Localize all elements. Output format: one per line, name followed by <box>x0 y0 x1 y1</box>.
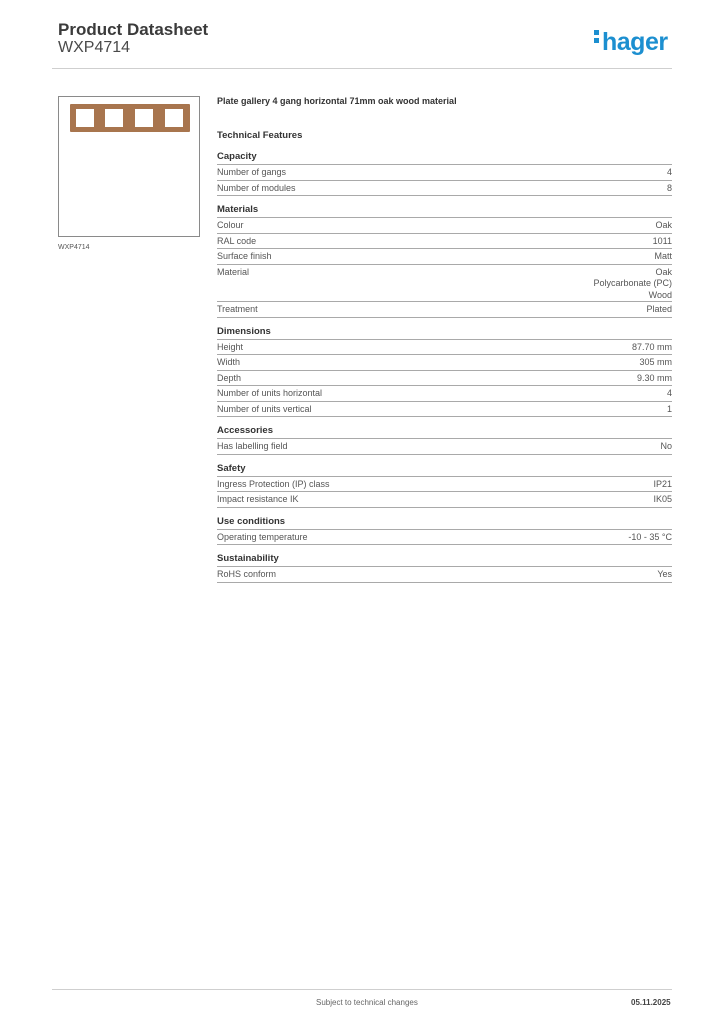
spec-sections <box>217 151 672 583</box>
spec-value: 9.30 mm <box>636 372 672 383</box>
spec-value-line: Polycarbonate (PC) <box>593 278 672 288</box>
spec-value-line: Wood <box>648 289 672 300</box>
spec-value: 1 <box>666 403 672 414</box>
spec-section <box>217 463 672 508</box>
spec-value-line: Oak <box>655 266 672 277</box>
spec-row <box>217 492 672 508</box>
spec-value: 4 <box>666 167 672 177</box>
section-title: Capacity <box>217 151 672 165</box>
spec-row <box>217 477 672 493</box>
spec-value: 8 <box>666 182 672 193</box>
product-description: Plate gallery 4 gang horizontal 71mm oak wood material <box>217 96 457 106</box>
spec-value: Plated <box>646 304 672 314</box>
footer-divider <box>52 989 672 990</box>
spec-row <box>217 302 672 318</box>
spec-section <box>217 151 672 196</box>
spec-row <box>217 371 672 387</box>
spec-label: Number of modules <box>217 182 296 193</box>
spec-label: Ingress Protection (IP) class <box>217 478 330 489</box>
spec-label: Height <box>217 341 244 352</box>
spec-value: -10 - 35 °C <box>628 531 672 542</box>
spec-row <box>217 439 672 455</box>
spec-label: Impact resistance IK <box>217 494 299 504</box>
page-title: Product Datasheet <box>58 20 209 39</box>
spec-label: Number of units horizontal <box>217 388 323 398</box>
spec-value <box>593 267 672 302</box>
spec-section <box>217 326 672 418</box>
spec-section <box>217 516 672 546</box>
spec-row <box>217 567 672 583</box>
spec-value: No <box>660 441 672 451</box>
section-title: Dimensions <box>217 326 672 340</box>
hager-logo <box>594 28 668 56</box>
spec-label: Width <box>217 357 241 367</box>
product-code: WXP4714 <box>58 39 131 56</box>
spec-row <box>217 402 672 418</box>
spec-value: Matt <box>654 251 672 261</box>
spec-section <box>217 553 672 583</box>
logo-text: hager <box>602 28 668 56</box>
spec-label: Depth <box>217 372 242 383</box>
spec-label: Treatment <box>217 304 258 314</box>
spec-value: Yes <box>657 569 672 579</box>
plate-illustration <box>70 104 190 132</box>
spec-label: Colour <box>217 220 244 230</box>
technical-features-heading: Technical Features <box>217 130 303 141</box>
spec-section <box>217 425 672 455</box>
spec-value: 305 mm <box>639 357 672 367</box>
spec-value: 87.70 mm <box>631 341 672 352</box>
spec-value: 1011 <box>652 235 672 246</box>
header-divider <box>52 68 672 69</box>
spec-content <box>217 96 672 583</box>
spec-row <box>217 530 672 546</box>
image-caption: WXP4714 <box>58 244 90 251</box>
spec-row <box>217 249 672 265</box>
section-title: Materials <box>217 204 672 218</box>
spec-row <box>217 165 672 181</box>
spec-label: Number of gangs <box>217 167 287 177</box>
section-title: Accessories <box>217 425 672 439</box>
section-title: Safety <box>217 463 672 477</box>
spec-row <box>217 355 672 371</box>
spec-row <box>217 234 672 250</box>
spec-label: Surface finish <box>217 251 272 261</box>
spec-label: Has labelling field <box>217 441 288 451</box>
spec-row <box>217 340 672 356</box>
spec-value: 4 <box>666 388 672 398</box>
logo-dots-icon <box>594 30 599 46</box>
spec-label: Material <box>217 266 250 277</box>
spec-label: Operating temperature <box>217 531 308 542</box>
footer-note: Subject to technical changes <box>316 998 418 1007</box>
section-title: Use conditions <box>217 516 672 530</box>
spec-label: Number of units vertical <box>217 403 312 414</box>
spec-row <box>217 265 672 303</box>
spec-value: IP21 <box>653 478 672 489</box>
spec-label: RoHS conform <box>217 569 277 579</box>
spec-value: IK05 <box>653 494 672 504</box>
spec-value: Oak <box>655 220 672 230</box>
spec-row <box>217 386 672 402</box>
footer-date: 05.11.2025 <box>631 998 671 1007</box>
section-title: Sustainability <box>217 553 672 567</box>
spec-row <box>217 181 672 197</box>
product-image <box>58 96 200 237</box>
spec-row <box>217 218 672 234</box>
spec-label: RAL code <box>217 235 257 246</box>
spec-section <box>217 204 672 318</box>
